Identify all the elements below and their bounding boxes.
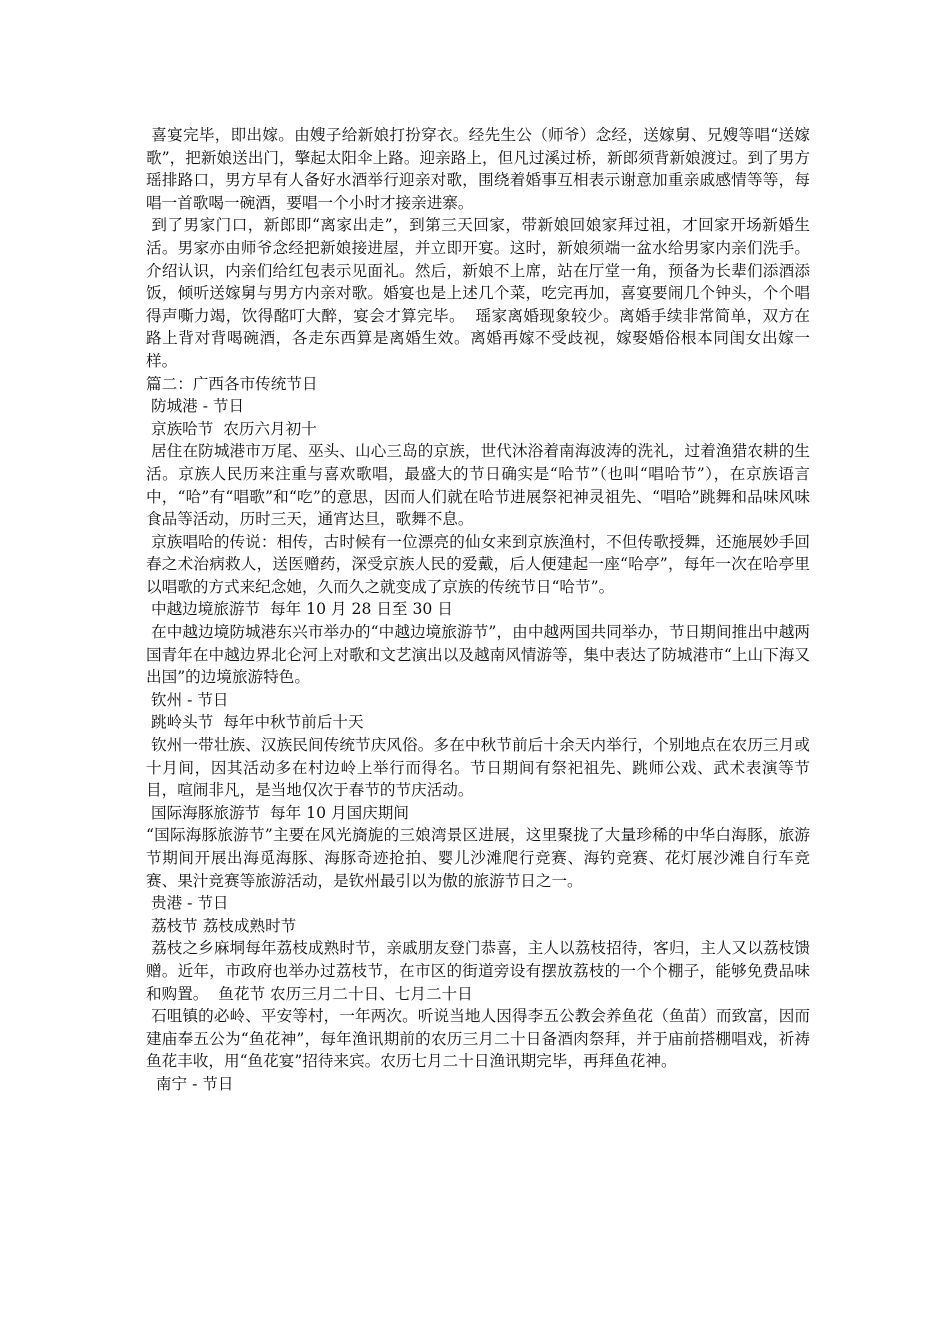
paragraph-tiaolingtou: 钦州一带壮族、汉族民间传统节庆风俗。多在中秋节前后十余天内举行，个别地点在农历三月或十月间，因其活动多在村边岭上举行而得名。节日期间有祭祀祖先、跳师公戏、武术表演等节目，喧闹非凡，是当地仅次于春节的节庆活动。 (146, 736, 810, 800)
paragraph-border-tourism: 在中越边境防城港东兴市举办的“中越边境旅游节”，由中越两国共同举办，节日期间推出中越两国青年在中越边界北仑河上对歌和文艺演出以及越南风情游等，集中表达了防城港市“上山下海又出国”的边境旅游特色。 (146, 623, 810, 687)
festival-title-dolphin: 国际海豚旅游节 每年 10 月国庆期间 (146, 803, 409, 822)
festival-title-border-tourism: 中越边境旅游节 每年 10 月 28 日至 30 日 (146, 600, 453, 619)
city-heading-fangchenggang: 防城港 - 节日 (146, 397, 245, 416)
document-body (146, 124, 810, 1096)
city-heading-qinzhou: 钦州 - 节日 (146, 690, 229, 709)
paragraph-haji-description: 居住在防城港市万尾、巫头、山心三岛的京族，世代沐浴着南海波涛的洗礼，过着渔猎农耕的生活。京族人民历来注重与喜欢歌唱，最盛大的节日确实是“哈节”（也叫“唱哈节”），在京族语言中，“哈”有“唱歌”和“吃”的意思，因而人们就在哈节进展祭祀神灵祖先、“唱哈”跳舞和品味风味食品等活动，历时三天，通宵达旦，歌舞不息。 (146, 442, 810, 529)
paragraph-fish-fry: 石咀镇的必岭、平安等村，一年两次。听说当地人因得李五公教会养鱼花（鱼苗）而致富，因而建庙奉五公为“鱼花神”，每年渔讯期前的农历三月二十日备酒肉祭拜，并于庙前搭棚唱戏，祈祷鱼花丰收，用“鱼花宴”招待来宾。农历七月二十日渔讯期完毕，再拜鱼花神。 (146, 1007, 810, 1071)
paragraph-wedding-arrival: 到了男家门口，新郎即“离家出走”，到第三天回家，带新娘回娘家拜过祖，才回家开场新婚生活。男家亦由师爷念经把新娘接进屋，并立即开宴。这时，新娘须端一盆水给男家内亲们洗手。介绍认识，内亲们给红包表示见面礼。然后，新娘不上席，站在厅堂一角，预备为长辈们添酒添饭，倾听送嫁舅与男方内亲对歌。婚宴也是上述几个菜，吃完再加，喜宴要闹几个钟头，个个唱得声嘶力竭，饮得酩叮大醉，宴会才算完毕。 瑶家离婚现象较少。离婚手续非常简单，双方在路上背对背喝碗酒，各走东西算是离婚生效。离婚再嫁不受歧视，嫁娶婚俗根本同闺女出嫁一样。 (146, 216, 810, 370)
section-heading: 篇二：广西各市传统节日 (146, 374, 318, 393)
city-heading-guigang: 贵港 - 节日 (146, 894, 229, 913)
festival-title-lychee: 荔枝节 荔枝成熟时节 (146, 916, 297, 935)
city-heading-nanning: 南宁 - 节日 (146, 1074, 234, 1093)
paragraph-dolphin: “国际海豚旅游节”主要在风光旖旎的三娘湾景区进展，这里聚拢了大量珍稀的中华白海豚，旅游节期间开展出海觅海豚、海豚奇迹抢拍、婴儿沙滩爬行竞赛、海钓竞赛、花灯展沙滩自行车竞赛、果汁竞赛等旅游活动，是钦州最引以为傲的旅游节日之一。 (146, 826, 810, 890)
paragraph-lychee: 荔枝之乡麻垌每年荔枝成熟时节，亲戚朋友登门恭喜，主人以荔枝招待，客归，主人又以荔枝馈赠。近年，市政府也举办过荔枝节，在市区的街道旁设有摆放荔枝的一个个棚子，能够免费品味和购置。 鱼花节 农历三月二十日、七月二十日 (146, 939, 810, 1003)
paragraph-wedding-departure: 喜宴完毕，即出嫁。由嫂子给新娘打扮穿衣。经先生公（师爷）念经，送嫁舅、兄嫂等唱“送嫁歌”，把新娘送出门，擎起太阳伞上路。迎亲路上，但凡过溪过桥，新郎须背新娘渡过。到了男方瑶排路口，男方早有人备好水酒举行迎亲对歌，围绕着婚事互相表示谢意加重亲戚感情等等，每唱一首歌喝一碗酒，要唱一个小时才接亲进寨。 (146, 126, 810, 212)
paragraph-haji-legend: 京族唱哈的传说：相传，古时候有一位漂亮的仙女来到京族渔村，不但传歌授舞，还施展妙手回春之术治病救人，送医赠药，深受京族人民的爱戴，后人便建起一座“哈亭”，每年一次在哈亭里以唱歌的方式来纪念她，久而久之就变成了京族的传统节日“哈节”。 (146, 532, 810, 596)
festival-title-tiaolingtou: 跳岭头节 每年中秋节前后十天 (146, 713, 364, 732)
festival-title-haji: 京族哈节 农历六月初十 (146, 419, 317, 438)
